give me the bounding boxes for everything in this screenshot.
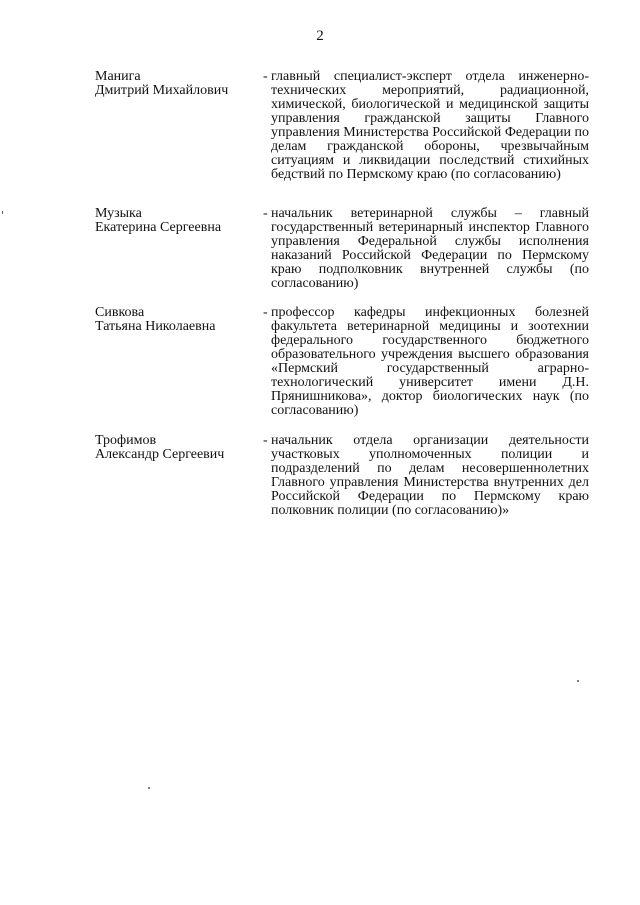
member-surname: Музыка (95, 206, 142, 221)
member-surname: Сивкова (95, 305, 145, 320)
scan-speck (577, 680, 579, 682)
separator-dash: - (263, 69, 268, 84)
member-given-names: Александр Сергеевич (95, 447, 225, 462)
separator-dash: - (263, 433, 268, 448)
member-name (95, 70, 260, 98)
separator-dash: - (263, 206, 268, 221)
member-surname: Трофимов (95, 433, 157, 448)
member-name (95, 434, 260, 462)
member-description: главный специалист-эксперт отдела инженерно-технических мероприятий, радиационной, химической, биологической и медицинской защиты управления гражданской защиты Главного управления Министерства Российской Федерации по делам гражданской обороны, чрезвычайным ситуациям и ликвидации последствий стихийных бедствий по Пермскому краю (по согласованию) (271, 69, 589, 182)
member-surname: Манига (95, 69, 141, 84)
member-description: начальник отдела организации деятельности участковых уполномоченных полиции и подразделений по делам несовершеннолетних Главного управления Министерства внутренних дел Российской Федерации по Пермскому краю полковник полиции (по согласованию)» (271, 433, 589, 518)
separator-dash: - (263, 305, 268, 320)
member-description: начальник ветеринарной службы – главный государственный ветеринарный инспектор Главного управления Федеральной службы исполнения наказаний Российской Федерации по Пермскому краю подполковник внутренней службы (по согласованию) (271, 206, 589, 291)
member-given-names: Татьяна Николаевна (95, 319, 216, 334)
member-name (95, 306, 260, 334)
member-name (95, 207, 260, 235)
member-given-names: Екатерина Сергеевна (95, 220, 222, 235)
scan-speck (148, 787, 150, 789)
member-given-names: Дмитрий Михайлович (95, 83, 229, 98)
member-description: профессор кафедры инфекционных болезней факультета ветеринарной медицины и зоотехнии федерального государственного бюджетного образовательного учреждения высшего образования «Пермский государственный аграрно-технологический университет имени Д.Н. Прянишникова», доктор биологических наук (по согласованию) (271, 305, 589, 418)
page-number: 2 (316, 28, 324, 44)
scan-speck (2, 211, 3, 214)
